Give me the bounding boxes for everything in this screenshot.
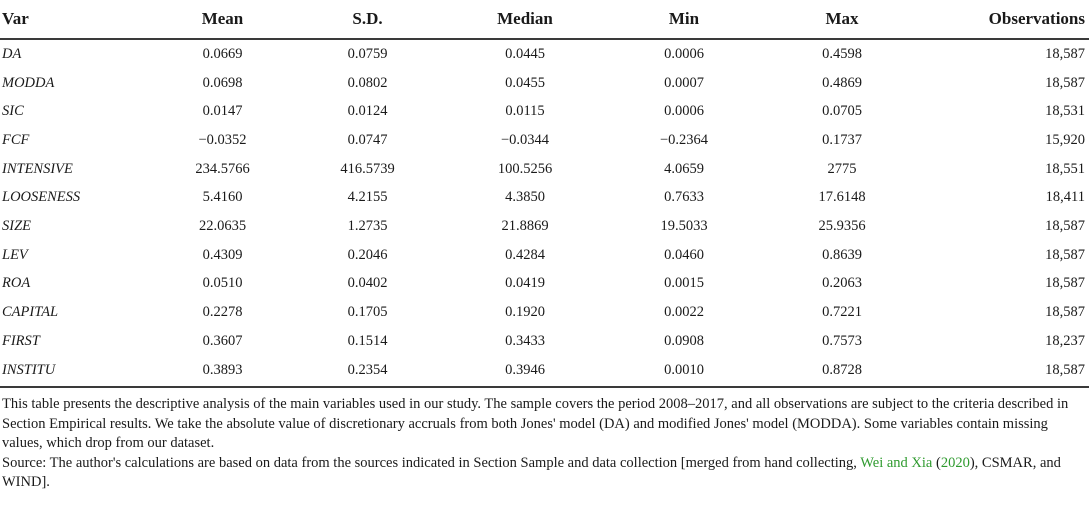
table-cell: 21.8869 bbox=[501, 217, 549, 234]
table-row bbox=[0, 69, 1089, 98]
citation-link[interactable]: Wei and Xia bbox=[860, 454, 933, 471]
variable-name-cell: LOOSENESS bbox=[2, 189, 81, 206]
table-cell: 0.0006 bbox=[664, 45, 704, 62]
table-cell: 0.2278 bbox=[202, 304, 243, 321]
table-cell: 234.5766 bbox=[195, 160, 250, 177]
table-cell: 0.4309 bbox=[202, 246, 243, 263]
table-cell: 19.5033 bbox=[660, 217, 708, 234]
table-cell: 2775 bbox=[827, 160, 857, 177]
table-cell: 0.4284 bbox=[505, 246, 545, 263]
table-cell: 4.0659 bbox=[664, 160, 704, 177]
source-text: Source: The author's calculations are based on data from the sources indicated in Section Sample and data collection [merged from hand collecting, bbox=[2, 454, 861, 471]
table-cell: 0.3946 bbox=[440, 356, 610, 387]
table-cell: 0.0759 bbox=[347, 45, 388, 62]
table-cell: −0.2364 bbox=[659, 131, 709, 148]
table-cell: 18,587 bbox=[926, 356, 1089, 387]
table-cell: 0.0802 bbox=[347, 74, 388, 91]
table-row bbox=[0, 241, 1089, 270]
column-header: Median bbox=[440, 0, 610, 39]
table-cell: 0.2046 bbox=[347, 246, 388, 263]
table-cell: 4.2155 bbox=[347, 189, 388, 206]
table-row bbox=[0, 327, 1089, 356]
table-cell: 0.0705 bbox=[822, 103, 862, 120]
table-cell: 0.0445 bbox=[505, 45, 545, 62]
table-cell: 0.0402 bbox=[347, 275, 388, 292]
table-cell: 0.1705 bbox=[347, 304, 388, 321]
table-cell: 15,920 bbox=[1045, 131, 1085, 148]
table-cell: 0.0419 bbox=[505, 275, 545, 292]
table-cell: 5.4160 bbox=[202, 189, 243, 206]
table-row bbox=[0, 183, 1089, 212]
table-cell: 0.0022 bbox=[664, 304, 704, 321]
table-cell: 0.4598 bbox=[822, 45, 862, 62]
table-cell: 0.0010 bbox=[610, 356, 758, 387]
table-cell: 0.0015 bbox=[664, 275, 704, 292]
table-cell: 0.0669 bbox=[202, 45, 243, 62]
table-cell: 18,587 bbox=[1045, 74, 1085, 91]
table-cell: −0.0352 bbox=[198, 131, 247, 148]
table-cell: 0.0510 bbox=[202, 275, 243, 292]
table-cell: 18,411 bbox=[1045, 189, 1085, 206]
table-row bbox=[0, 270, 1089, 299]
table-cell: 4.3850 bbox=[505, 189, 545, 206]
variable-name-cell: LEV bbox=[2, 246, 28, 263]
table-cell: 25.9356 bbox=[818, 217, 866, 234]
variable-name-cell: MODDA bbox=[2, 74, 55, 91]
table-cell: 22.0635 bbox=[198, 217, 247, 234]
table-cell: 18,551 bbox=[1045, 160, 1085, 177]
table-cell: 18,531 bbox=[1045, 103, 1085, 120]
citation-year-link[interactable]: 2020 bbox=[940, 454, 970, 471]
table-row bbox=[0, 97, 1089, 126]
table-cell: 1.2735 bbox=[347, 217, 388, 234]
variable-name-cell: SIC bbox=[2, 103, 24, 120]
variable-name-cell: CAPITAL bbox=[2, 304, 59, 321]
table-cell: 0.0698 bbox=[202, 74, 243, 91]
column-header: Mean bbox=[150, 0, 295, 39]
table-cell: 0.7573 bbox=[822, 332, 862, 349]
column-header: Var bbox=[0, 0, 150, 39]
table-cell: 0.0006 bbox=[664, 103, 704, 120]
column-header: S.D. bbox=[295, 0, 440, 39]
table-cell: 0.0124 bbox=[347, 103, 388, 120]
table-cell: 0.7633 bbox=[664, 189, 704, 206]
table-cell: 0.0455 bbox=[505, 74, 545, 91]
table-cell: 0.4869 bbox=[822, 74, 862, 91]
table-row bbox=[0, 126, 1089, 155]
table-row bbox=[0, 212, 1089, 241]
table-cell: 0.0115 bbox=[505, 103, 545, 120]
table-cell: 416.5739 bbox=[340, 160, 395, 177]
column-header: Observations bbox=[926, 0, 1089, 39]
table-cell: 18,237 bbox=[1045, 332, 1085, 349]
table-cell: 0.8728 bbox=[758, 356, 926, 387]
table-row bbox=[0, 155, 1089, 184]
table-cell: 0.3607 bbox=[202, 332, 243, 349]
variable-name-cell: INTENSIVE bbox=[2, 160, 73, 177]
table-row bbox=[0, 356, 1089, 387]
table-cell: 100.5256 bbox=[497, 160, 553, 177]
table-cell: 0.0007 bbox=[664, 74, 704, 91]
header-row bbox=[0, 0, 1089, 39]
variable-name-cell: DA bbox=[2, 45, 22, 62]
table-description: This table presents the descriptive analysis of the main variables used in our study. The sample covers the period 2008–2017, and all observations are subject to the criteria described in Section Empirical results. We take the absolute value of discretionary accruals from both Jones' model (DA) and modified Jones' model (MODDA). Some variables contain missing values, which drop from our dataset. bbox=[2, 396, 1069, 451]
table-notes bbox=[2, 395, 1086, 493]
source-text-end: ), CSMAR, and WIND]. bbox=[2, 454, 1061, 490]
table-cell: 0.1514 bbox=[347, 332, 388, 349]
table-cell: 0.1920 bbox=[505, 304, 545, 321]
table-source: Source: The author's calculations are based on data from the sources indicated in Section Sample and data collection [merged from hand collecting, Wei and Xia (2020), CSMAR, and WIND]. bbox=[2, 454, 1061, 490]
table-cell: 0.3433 bbox=[505, 332, 545, 349]
table-row bbox=[0, 298, 1089, 327]
table-cell: 17.6148 bbox=[818, 189, 866, 206]
table-cell: 0.0147 bbox=[202, 103, 243, 120]
table-cell: 18,587 bbox=[1045, 275, 1085, 292]
table-cell: 0.1737 bbox=[822, 131, 862, 148]
table-row bbox=[0, 39, 1089, 69]
variable-name-cell: SIZE bbox=[2, 217, 31, 234]
table-cell: 0.0747 bbox=[347, 131, 388, 148]
table-cell: 0.2354 bbox=[295, 356, 440, 387]
table-body bbox=[0, 39, 1089, 387]
table-cell: 18,587 bbox=[1045, 217, 1085, 234]
column-header: Max bbox=[758, 0, 926, 39]
table-cell: 0.0460 bbox=[664, 246, 704, 263]
table-cell: 0.7221 bbox=[822, 304, 862, 321]
variable-name-cell: FIRST bbox=[2, 332, 40, 349]
column-header: Min bbox=[610, 0, 758, 39]
table-cell: 18,587 bbox=[1045, 246, 1085, 263]
table-cell: 18,587 bbox=[1045, 304, 1085, 321]
table-cell: 0.8639 bbox=[822, 246, 862, 263]
table-cell: 18,587 bbox=[1045, 45, 1085, 62]
table-cell: 0.3893 bbox=[150, 356, 295, 387]
variable-name-cell: FCF bbox=[2, 131, 30, 148]
table-cell: 0.0908 bbox=[664, 332, 704, 349]
table-cell: −0.0344 bbox=[500, 131, 550, 148]
table-cell: 0.2063 bbox=[822, 275, 862, 292]
variable-name-cell: INSTITU bbox=[0, 356, 150, 387]
variable-name-cell: ROA bbox=[2, 275, 31, 292]
